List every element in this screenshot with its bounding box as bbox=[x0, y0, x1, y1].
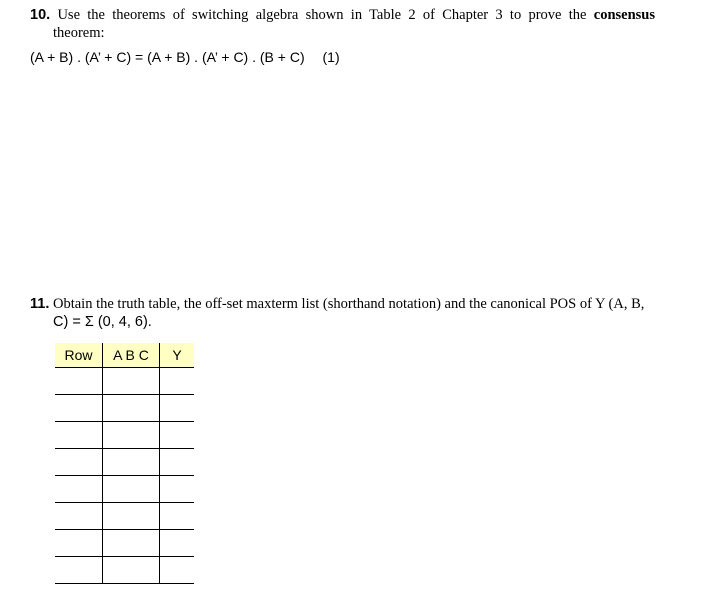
truth-table-header-row bbox=[55, 343, 194, 368]
cell-abc[interactable] bbox=[103, 476, 160, 503]
table-row bbox=[55, 476, 194, 503]
cell-row[interactable] bbox=[55, 557, 103, 584]
equation-text: (A + B) . (A’ + C) = (A + B) . (A’ + C) . (B + C) bbox=[30, 49, 305, 65]
cell-y[interactable] bbox=[160, 449, 195, 476]
question-11-line-1 bbox=[30, 295, 670, 313]
question-10-text: Use the theorems of switching algebra shown in Table 2 of Chapter 3 to prove the bbox=[57, 7, 587, 23]
table-row bbox=[55, 395, 194, 422]
cell-y[interactable] bbox=[160, 530, 195, 557]
cell-row[interactable] bbox=[55, 530, 103, 557]
cell-abc[interactable] bbox=[103, 530, 160, 557]
table-row bbox=[55, 557, 194, 584]
cell-y[interactable] bbox=[160, 557, 195, 584]
cell-row[interactable] bbox=[55, 395, 103, 422]
table-row bbox=[55, 422, 194, 449]
cell-row[interactable] bbox=[55, 449, 103, 476]
table-row bbox=[55, 368, 194, 395]
cell-row[interactable] bbox=[55, 476, 103, 503]
table-row bbox=[55, 503, 194, 530]
cell-abc[interactable] bbox=[103, 422, 160, 449]
cell-abc[interactable] bbox=[103, 449, 160, 476]
cell-abc[interactable] bbox=[103, 368, 160, 395]
header-row: Row bbox=[55, 343, 103, 368]
cell-y[interactable] bbox=[160, 503, 195, 530]
question-10 bbox=[30, 6, 670, 42]
consensus-equation bbox=[30, 49, 340, 65]
cell-row[interactable] bbox=[55, 503, 103, 530]
question-10-line-2: theorem: bbox=[53, 25, 105, 41]
header-abc: A B C bbox=[103, 343, 160, 368]
question-11-text: Obtain the truth table, the off-set maxterm list (shorthand notation) and the canonical POS of Y (A, B, bbox=[52, 296, 645, 312]
cell-y[interactable] bbox=[160, 422, 195, 449]
question-10-line-1 bbox=[30, 6, 655, 24]
cell-y[interactable] bbox=[160, 395, 195, 422]
cell-row[interactable] bbox=[55, 422, 103, 449]
question-11-number: 11. bbox=[30, 296, 50, 312]
truth-table bbox=[55, 343, 194, 584]
cell-y[interactable] bbox=[160, 368, 195, 395]
header-y: Y bbox=[160, 343, 195, 368]
question-10-keyword: consensus bbox=[593, 7, 656, 23]
cell-y[interactable] bbox=[160, 476, 195, 503]
table-row bbox=[55, 449, 194, 476]
cell-abc[interactable] bbox=[103, 503, 160, 530]
table-row bbox=[55, 530, 194, 557]
equation-number: (1) bbox=[322, 49, 340, 65]
cell-row[interactable] bbox=[55, 368, 103, 395]
question-11-line-2: C) = Σ (0, 4, 6). bbox=[53, 314, 152, 330]
cell-abc[interactable] bbox=[103, 395, 160, 422]
cell-abc[interactable] bbox=[103, 557, 160, 584]
question-11 bbox=[30, 295, 670, 331]
question-10-number: 10. bbox=[30, 7, 51, 23]
